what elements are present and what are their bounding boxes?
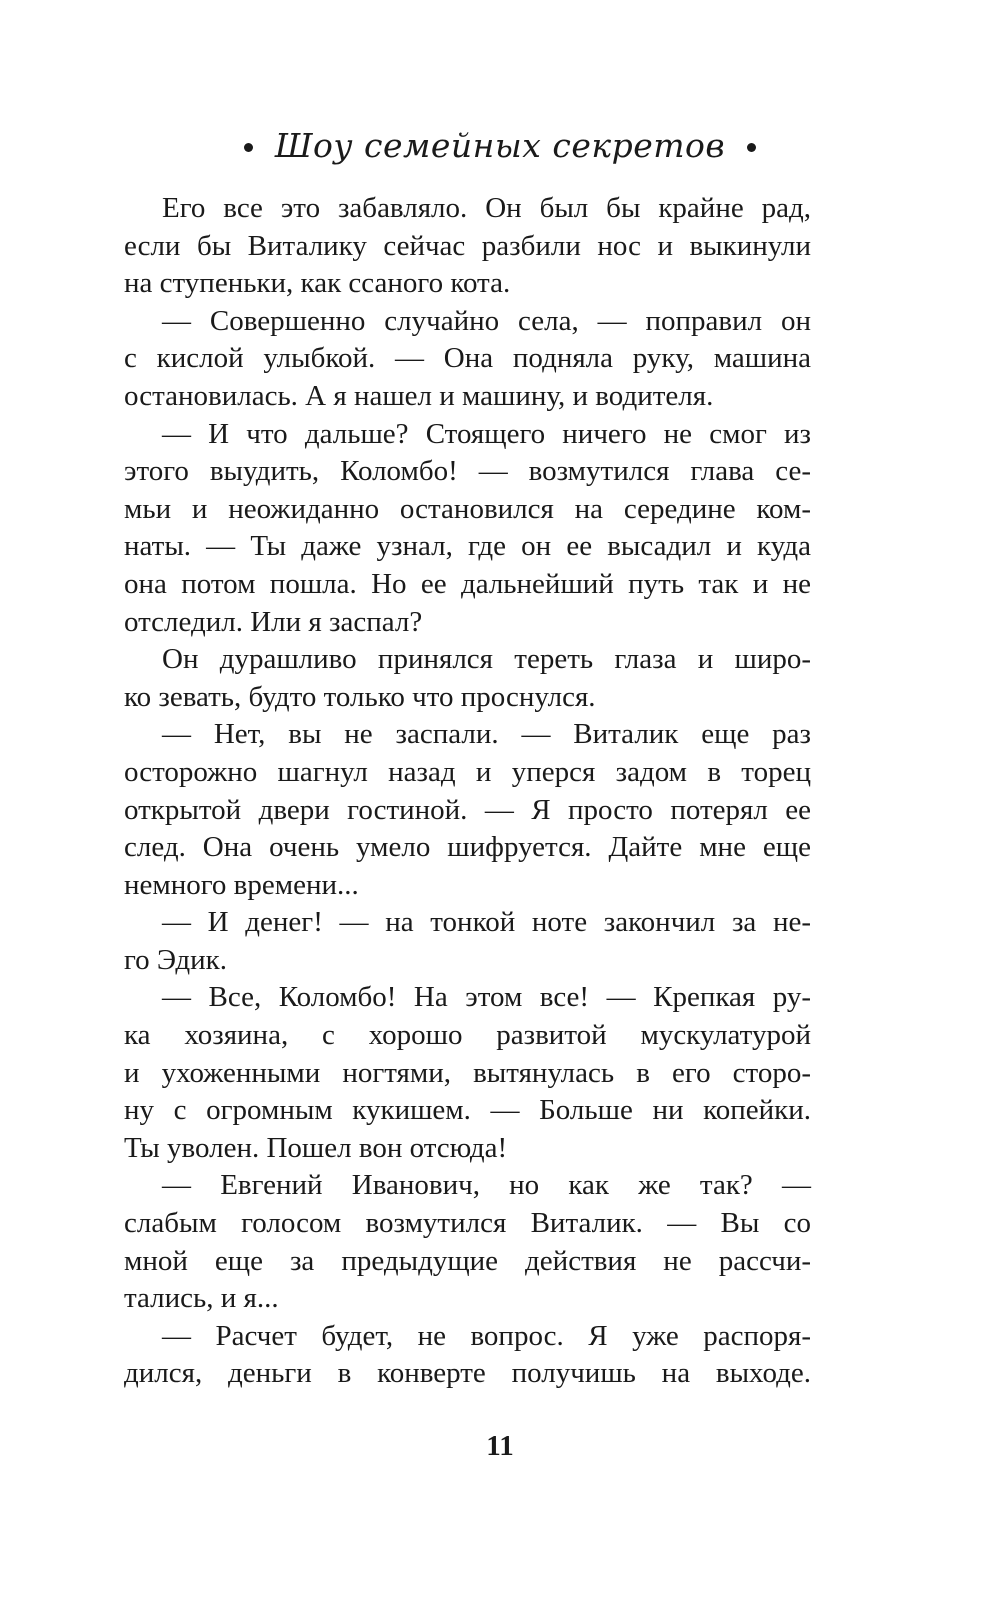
text-line: — И денег! — на тонкой ноте закончил за не- xyxy=(162,906,811,939)
text-line: на ступеньки, как ссаного кота. xyxy=(124,267,511,300)
text-line: мьи и неожиданно остановился на середине ком- xyxy=(124,492,811,525)
text-line: открытой двери гостиной. — Я просто потерял ее xyxy=(124,793,811,826)
text-line: тались, и я... xyxy=(124,1282,279,1315)
text-line: дился, деньги в конверте получишь на выходе. xyxy=(124,1357,811,1390)
text-line: ко зевать, будто только что проснулся. xyxy=(124,680,596,713)
page-number: 11 xyxy=(486,1430,514,1462)
bullet-icon xyxy=(244,143,253,152)
body-text xyxy=(124,190,811,1393)
text-line: она потом пошла. Но ее дальнейший путь так и не xyxy=(124,567,811,600)
text-line: — И что дальше? Стоящего ничего не смог из xyxy=(162,417,811,450)
text-line: след. Она очень умело шифруется. Дайте мне еще xyxy=(124,831,811,864)
text-line: этого выудить, Коломбо! — возмутился глава се- xyxy=(124,455,811,488)
text-line: ну с огромным кукишем. — Больше ни копейки. xyxy=(124,1094,811,1127)
text-line: отследил. Или я заспал? xyxy=(124,605,423,638)
text-line: немного времени... xyxy=(124,868,359,901)
text-line: Ты уволен. Пошел вон отсюда! xyxy=(124,1131,508,1164)
text-line: мной еще за предыдущие действия не рассчи- xyxy=(124,1244,811,1277)
text-line: — Все, Коломбо! На этом все! — Крепкая ру- xyxy=(162,981,811,1014)
text-line: остановилась. А я нашел и машину, и водителя. xyxy=(124,379,714,412)
text-line: и ухоженными ногтями, вытянулась в его сторо- xyxy=(124,1056,811,1089)
text-line: Он дурашливо принялся тереть глаза и широ- xyxy=(162,643,811,676)
text-line: — Евгений Иванович, но как же так? — xyxy=(162,1169,811,1202)
text-line: — Нет, вы не заспали. — Виталик еще раз xyxy=(162,718,811,751)
text-line: если бы Виталику сейчас разбили нос и выкинули xyxy=(124,229,811,262)
text-line: с кислой улыбкой. — Она подняла руку, машина xyxy=(124,342,811,375)
running-head-title: Шоу семейных секретов xyxy=(274,125,726,165)
text-line: ка хозяина, с хорошо развитой мускулатурой xyxy=(124,1019,811,1052)
text-line: слабым голосом возмутился Виталик. — Вы со xyxy=(124,1207,811,1240)
text-line: наты. — Ты даже узнал, где он ее высадил и куда xyxy=(124,530,811,563)
text-line: осторожно шагнул назад и уперся задом в торец xyxy=(124,755,811,788)
text-line: — Совершенно случайно села, — поправил он xyxy=(162,304,811,337)
text-line: — Расчет будет, не вопрос. Я уже распоря- xyxy=(162,1319,811,1352)
text-line: го Эдик. xyxy=(124,943,227,976)
text-line: Его все это забавляло. Он был бы крайне рад, xyxy=(162,192,811,224)
running-head xyxy=(0,115,1000,175)
bullet-icon xyxy=(747,143,756,152)
